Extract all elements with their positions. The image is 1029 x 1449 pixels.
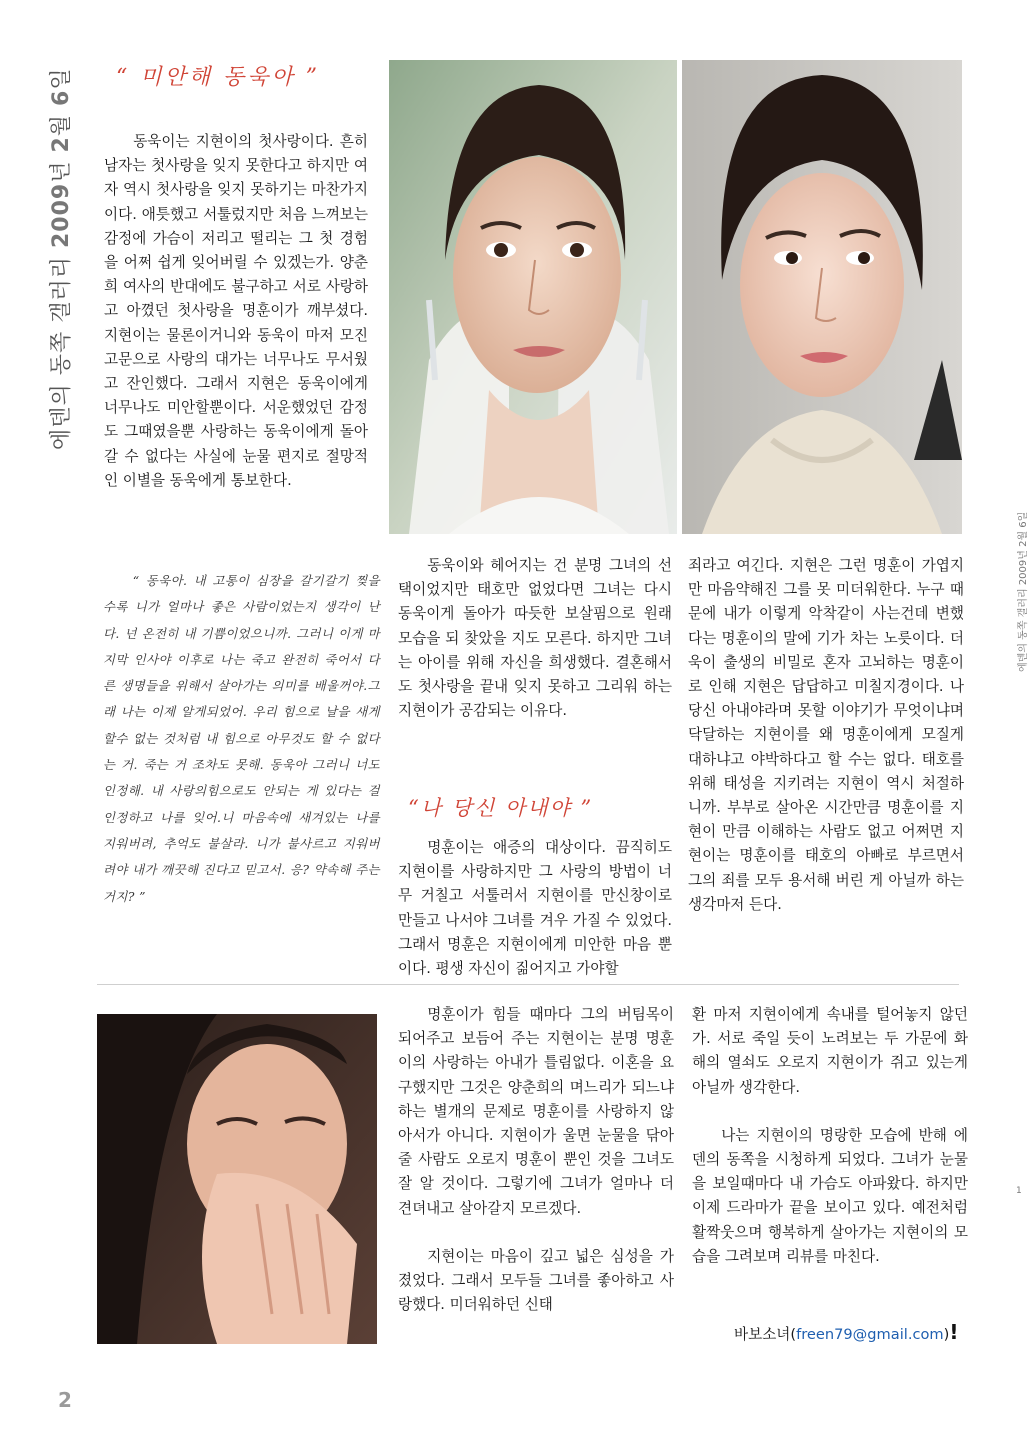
column-bottom-middle [398, 1003, 674, 1317]
side-caption-day-unit: 일 [49, 67, 74, 90]
right-paragraph-1: 죄라고 여긴다. 지현은 그런 명훈이 가엽지만 마음약해진 그를 못 미더워한다. 누구 때문에 내가 이렇게 악착같이 사는건데 변했다는 명훈이의 말에 기가 차는 노릇이다. 더욱이 출생의 비밀로 혼자 고뇌하는 명훈이로 인해 지현은 답답하고 미칠지경이다. 나 당신 아내야라며 못할 이야기가 무엇이냐며 닥달하는 지현이를 왜 명훈이에게 모질게 대하냐고 야박하다고 할 수는 없다. 태호를 위해 태성을 지키려는 지현이 역시 처절하니까. 부부로 살아온 시간만큼 명훈이를 지현이 만큼 이해하는 사람도 없고 어쩌면 지현이는 명훈이를 태호의 아빠로 부르면서 그의 죄를 모두 용서해 버린 게 아닐까 하는 생각마저 든다. [688, 557, 964, 913]
side-caption-right: 에덴의 동쪽 갤러리 2009년 2월 6일 [1018, 511, 1029, 672]
side-caption-prefix: 에덴의 동쪽 갤러리 [49, 248, 74, 450]
middle-paragraph-2: 명훈이는 애증의 대상이다. 끔직히도 지현이를 사랑하지만 그 사랑의 방법이 너무 거칠고 서툴러서 지현이를 만신창이로 만들고 나서야 그녀를 겨우 가질 수 있었다. 그래서 명훈은 지현이에게 미안한 마음 뿐이다. 평생 자신이 짊어지고 가야할 [398, 839, 672, 978]
author-signature [734, 1320, 958, 1344]
side-caption-day: 6 [49, 89, 74, 106]
email-close-paren: ) [943, 1326, 950, 1343]
farewell-letter: “ 동욱아. 내 고통이 심장을 갈기갈기 찢을 수록 니가 얼마나 좋은 사람이었는지 생각이 난다. 넌 온전히 내 기쁨이었으니까. 그러니 이게 마지막 인사야 이후로 나는 죽고 완전히 죽어서 다른 생명들을 위해서 살아가는 의미를 배울꺼야.그래 나는 이제 알게되었어. 우리 힘으로 날을 새게 할수 없는 것처럼 내 힘으로 아무것도 할 수 없다는 거. 죽는 거 조차도 못해. 동욱아 그러니 너도 인정해. 내 사랑의힘으로도 안되는 게 있다는 걸 인정하고 나를 잊어.니 마음속에 새겨있는 나를 지워버려, 추억도 불살라. 니가 불사르고 지워버려야 내가 깨끗해 진다고 믿고서. 응? 약속해 주는 거지? ” [103, 573, 380, 904]
side-caption-year-unit: 년 [49, 152, 74, 183]
portrait-photo [682, 60, 962, 534]
side-caption-month-unit: 월 [49, 105, 74, 137]
heading-your-wife: “나 당신 아내야 ” [408, 796, 594, 820]
intro-article [104, 130, 368, 493]
bottom-right-paragraph-1: 환 마저 지현이에게 속내를 털어놓지 않던가. 서로 죽일 듯이 노려보는 두 가문에 화해의 열쇠도 오로지 지현이가 쥐고 있는게 아닐까 생각한다. [692, 1006, 968, 1096]
bottom-right-paragraph-2: 나는 지현이의 명랑한 모습에 반해 에덴의 동쪽을 시청하게 되었다. 그녀가 눈물을 보일때마다 내 가슴도 아파왔다. 하지만 이제 드라마가 끝을 보이고 있다. 예전처럼 활짝웃으며 행복하게 살아가는 지현이의 모습을 그려보며 리뷰를 마친다. [692, 1126, 968, 1265]
heading-sorry-dongwook: “ 미안해 동욱아 ” [116, 65, 320, 90]
page-number: 2 [58, 1388, 72, 1412]
side-caption-month: 2 [49, 136, 74, 153]
side-caption-year: 2009 [49, 182, 74, 248]
column-middle-top [398, 554, 672, 723]
bottom-middle-paragraph-2: 지현이는 마음이 깊고 넓은 심성을 가졌었다. 그래서 모두들 그녀를 좋아하고 사랑했다. 미더워하던 신태 [398, 1247, 674, 1314]
intro-paragraph: 동욱이는 지현이의 첫사랑이다. 흔히 남자는 첫사랑을 잊지 못한다고 하지만 여자 역시 첫사랑을 잊지 못하기는 마찬가지이다. 애틋했고 서툴렀지만 처음 느껴보는 감정에 가슴이 저리고 떨리는 그 첫 경험을 어쩌 쉽게 잊어버릴 수 있겠는가. 양춘희 여사의 반대에도 불구하고 서로 사랑하고 아꼈던 첫사랑을 명훈이가 깨부셨다. 지현이는 물론이거니와 동욱이 마저 모진 고문으로 사랑의 대가는 너무나도 무서웠고 잔인했다. 그래서 지현은 동욱이에게 너무나도 미안할뿐이다. 서운했었던 감정도 그때였을뿐 사랑하는 동욱이에게 돌아갈 수 없다는 사실에 눈물 편지로 절망적인 이별을 동욱에게 통보한다. [104, 133, 368, 489]
middle-paragraph-1: 동욱이와 헤어지는 건 분명 그녀의 선택이었지만 태호만 없었다면 그녀는 다시 동욱이게 돌아가 따듯한 보살핌으로 원래 모습을 되 찾았을 지도 모른다. 하지만 그녀는 아이를 위해 자신을 희생했다. 결혼해서도 첫사랑을 끝내 잊지 못하고 그리워 하는 지현이가 공감되는 이유다. [398, 557, 672, 720]
author-name: 바보소녀 [734, 1326, 791, 1343]
bottom-middle-paragraph-1: 명훈이가 힘들 때마다 그의 버팀목이 되어주고 보듬어 주는 지현이는 분명 명훈이의 사랑하는 아내가 틀림없다. 이혼을 요구했지만 그것은 양춘희의 며느리가 되느냐 하는 별개의 문제로 명훈이를 사랑하지 않아서가 아니다. 지현이가 울면 눈물을 닦아줄 사람도 오로지 명훈이 뿐인 것을 그녀도 잘 알 것이다. 그렇기에 그녀가 얼마나 더 견뎌내고 살아갈지 모르겠다. [398, 1006, 674, 1217]
crying-photo [97, 1014, 377, 1344]
bride-photo [389, 60, 677, 534]
page-marker: 1 [1016, 1186, 1022, 1196]
column-middle-bottom [398, 836, 672, 981]
column-right-top [688, 554, 964, 917]
side-caption [44, 67, 75, 450]
divider [97, 984, 959, 985]
column-bottom-right [692, 1003, 968, 1269]
email-open-paren: ( [790, 1326, 797, 1343]
author-email-link[interactable]: freen79@gmail.com [796, 1326, 944, 1343]
exclamation-mark: ! [949, 1320, 959, 1344]
